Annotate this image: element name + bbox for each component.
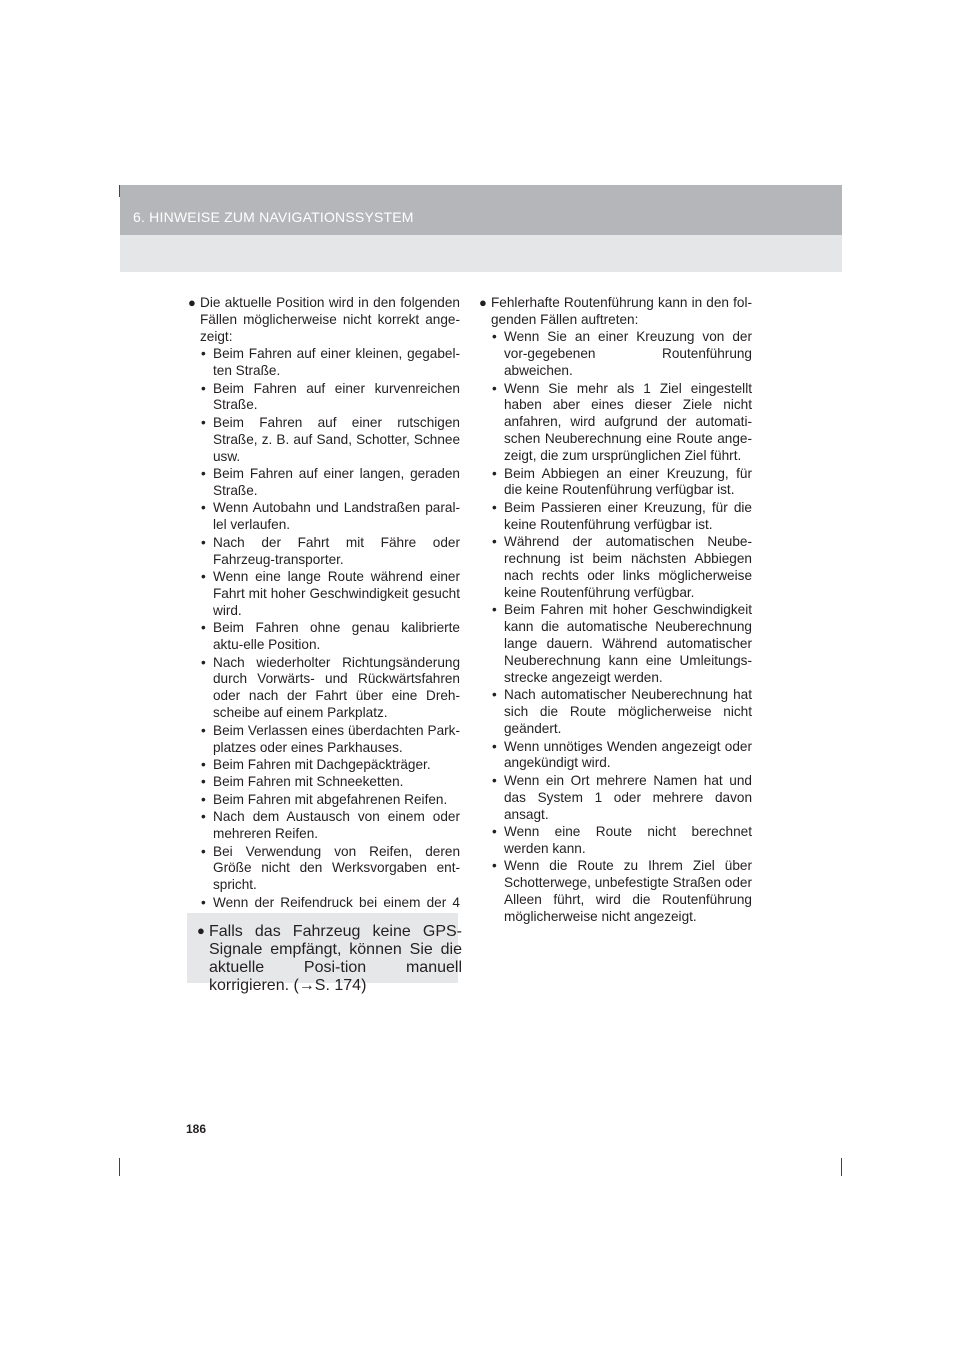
right-lead-text: Fehlerhafte Routenführung kann in den fol-genden Fällen auftreten:: [491, 295, 752, 327]
list-item-text: Nach der Fahrt mit Fähre oder Fahrzeug-transporter.: [213, 534, 460, 567]
bullet-dot-icon: •: [201, 346, 206, 362]
list-item: [188, 809, 460, 843]
note-box: [187, 913, 462, 994]
bullet-dot-icon: •: [492, 738, 497, 754]
bullet-dot-icon: •: [492, 824, 497, 840]
list-item: [479, 858, 752, 926]
bullet-dot-icon: •: [201, 380, 206, 396]
list-item: [188, 500, 460, 534]
bullet-dot-icon: •: [492, 465, 497, 481]
list-item: [188, 792, 460, 809]
list-item-text: Wenn eine Route nicht berechnet werden kann.: [504, 824, 752, 856]
bullet-dot-icon: •: [201, 774, 206, 790]
bullet-dot-icon: •: [201, 500, 206, 516]
list-item: [479, 381, 752, 466]
bullet-dot-icon: •: [201, 809, 206, 825]
bullet-dot-icon: •: [201, 654, 206, 670]
bullet-circle-icon: ●: [479, 295, 487, 310]
bullet-circle-icon: ●: [197, 923, 205, 938]
list-item: [188, 723, 460, 757]
note-paragraph: [197, 923, 462, 995]
list-item-text: Wenn eine lange Route während einer Fahrt mit hoher Geschwindigkeit gesucht wird.: [213, 569, 460, 618]
left-column: [188, 295, 460, 929]
list-item: [479, 739, 752, 773]
list-item: [188, 381, 460, 415]
list-item: [479, 329, 752, 380]
list-item: [479, 500, 752, 534]
bullet-dot-icon: •: [201, 569, 206, 584]
crop-mark-bottom-left: [119, 1158, 120, 1176]
list-item-text: Beim Fahren auf einer langen, geraden Straße.: [213, 466, 460, 498]
list-item: [479, 466, 752, 500]
bullet-dot-icon: •: [201, 534, 206, 550]
bullet-dot-icon: •: [492, 858, 497, 874]
bullet-circle-icon: ●: [188, 295, 196, 310]
list-item-text: Beim Fahren mit Schneeketten.: [213, 774, 404, 790]
list-item-text: Beim Fahren ohne genau kalibrierte aktu-elle Position.: [213, 620, 460, 653]
list-item-text: Wenn unnötiges Wenden angezeigt oder angekündigt wird.: [504, 738, 752, 771]
bullet-dot-icon: •: [201, 722, 206, 738]
bullet-dot-icon: •: [201, 791, 206, 807]
list-item-text: Wenn der Reifendruck bei einem der 4: [213, 894, 460, 910]
list-item-text: Beim Passieren einer Kreuzung, für die keine Routenführung verfügbar ist.: [504, 499, 752, 532]
list-item-text: Beim Fahren mit abgefahrenen Reifen.: [213, 791, 448, 807]
list-item-text: Beim Fahren mit hoher Geschwindigkeit kann die automatische Neuberechnung lange dauern. Während automatischer Neuberechnung kann eine Umleitungs-strecke angezeigt werden.: [504, 602, 752, 685]
bullet-dot-icon: •: [492, 534, 497, 550]
bullet-dot-icon: •: [492, 380, 497, 396]
right-column: [479, 295, 752, 926]
list-item-text: Beim Fahren auf einer rutschigen Straße, z. B. auf Sand, Schotter, Schnee usw.: [213, 414, 460, 464]
list-item-text: Beim Fahren auf einer kurvenreichen Straße.: [213, 380, 460, 413]
list-item-text: Beim Verlassen eines überdachten Park-platzes oder eines Parkhauses.: [213, 722, 460, 755]
list-item: [188, 569, 460, 620]
bullet-dot-icon: •: [492, 602, 497, 618]
right-lead-paragraph: [479, 295, 752, 329]
list-item: [479, 824, 752, 858]
list-item-text: Wenn Sie an einer Kreuzung von der vor-gegebenen Routenführung abweichen.: [504, 329, 752, 379]
page-number: 186: [186, 1122, 207, 1136]
list-item: [188, 346, 460, 380]
list-item-text: Während der automatischen Neube-rechnung ist beim nächsten Abbiegen nach rechts oder links möglicherweise keine Routenführung verfügbar.: [504, 534, 752, 600]
list-item-text: Beim Fahren mit Dachgepäckträger.: [213, 756, 431, 772]
list-item-text: Bei Verwendung von Reifen, deren Größe nicht den Werksvorgaben ent-spricht.: [213, 843, 460, 893]
list-item: [479, 602, 752, 687]
list-item-text: Beim Abbiegen an einer Kreuzung, für die keine Routenführung verfügbar ist.: [504, 465, 752, 498]
list-item-text: Wenn ein Ort mehrere Namen hat und das System 1 oder mehrere davon ansagt.: [504, 772, 752, 822]
bullet-dot-icon: •: [492, 687, 497, 703]
list-item: [188, 844, 460, 895]
bullet-dot-icon: •: [201, 620, 206, 636]
list-item-text: Wenn die Route zu Ihrem Ziel über Schotterwege, unbefestigte Straßen oder Alleen führt, wird die Routenführung möglicherweise nicht angezeigt.: [504, 858, 752, 925]
list-item: [479, 773, 752, 824]
list-item-text: Wenn Sie mehr als 1 Ziel eingestellt haben aber eines dieser Ziele nicht anfahren, wird aufgrund der automati-schen Neuberechnung eine Route ange-zeigt, die zum ursprünglichen Ziel führt.: [504, 380, 752, 464]
list-item-text: Nach dem Austausch von einem oder mehreren Reifen.: [213, 809, 460, 842]
bullet-dot-icon: •: [492, 329, 497, 345]
bullet-dot-icon: •: [201, 894, 206, 910]
section-title: 6. HINWEISE ZUM NAVIGATIONSSYSTEM: [133, 209, 414, 225]
list-item: [188, 535, 460, 569]
list-item-text: Beim Fahren auf einer kleinen, gegabel-ten Straße.: [213, 346, 460, 379]
bullet-dot-icon: •: [201, 756, 206, 772]
bullet-dot-icon: •: [201, 466, 206, 482]
list-item-text: Wenn Autobahn und Landstraßen paral-lel verlaufen.: [213, 500, 460, 533]
left-item-list: [188, 346, 460, 928]
bullet-dot-icon: •: [201, 843, 206, 859]
list-item: [188, 655, 460, 723]
left-lead-paragraph: [188, 295, 460, 346]
list-item: [188, 415, 460, 466]
bullet-dot-icon: •: [492, 499, 497, 515]
list-item: [188, 620, 460, 654]
list-item: [479, 687, 752, 738]
note-text: Falls das Fahrzeug keine GPS-Signale empfängt, können Sie die aktuelle Posi-tion manuell korrigieren. (→S. 174): [209, 923, 462, 994]
bullet-dot-icon: •: [201, 414, 206, 430]
header-subband: [120, 235, 842, 272]
list-item: [188, 774, 460, 791]
list-item: [188, 757, 460, 774]
bullet-dot-icon: •: [492, 772, 497, 788]
list-item: [479, 534, 752, 602]
left-lead-text: Die aktuelle Position wird in den folgenden Fällen möglicherweise nicht korrekt ange-zeigt:: [200, 295, 460, 344]
list-item-text: Nach automatischer Neuberechnung hat sich die Route möglicherweise nicht geändert.: [504, 687, 752, 737]
list-item: [188, 466, 460, 500]
crop-mark-bottom-right: [841, 1158, 842, 1176]
right-item-list: [479, 329, 752, 926]
list-item-text: Nach wiederholter Richtungsänderung durch Vorwärts- und Rückwärtsfahren oder nach der Fahrt über eine Dreh-scheibe auf einem Parkplatz.: [213, 654, 460, 721]
